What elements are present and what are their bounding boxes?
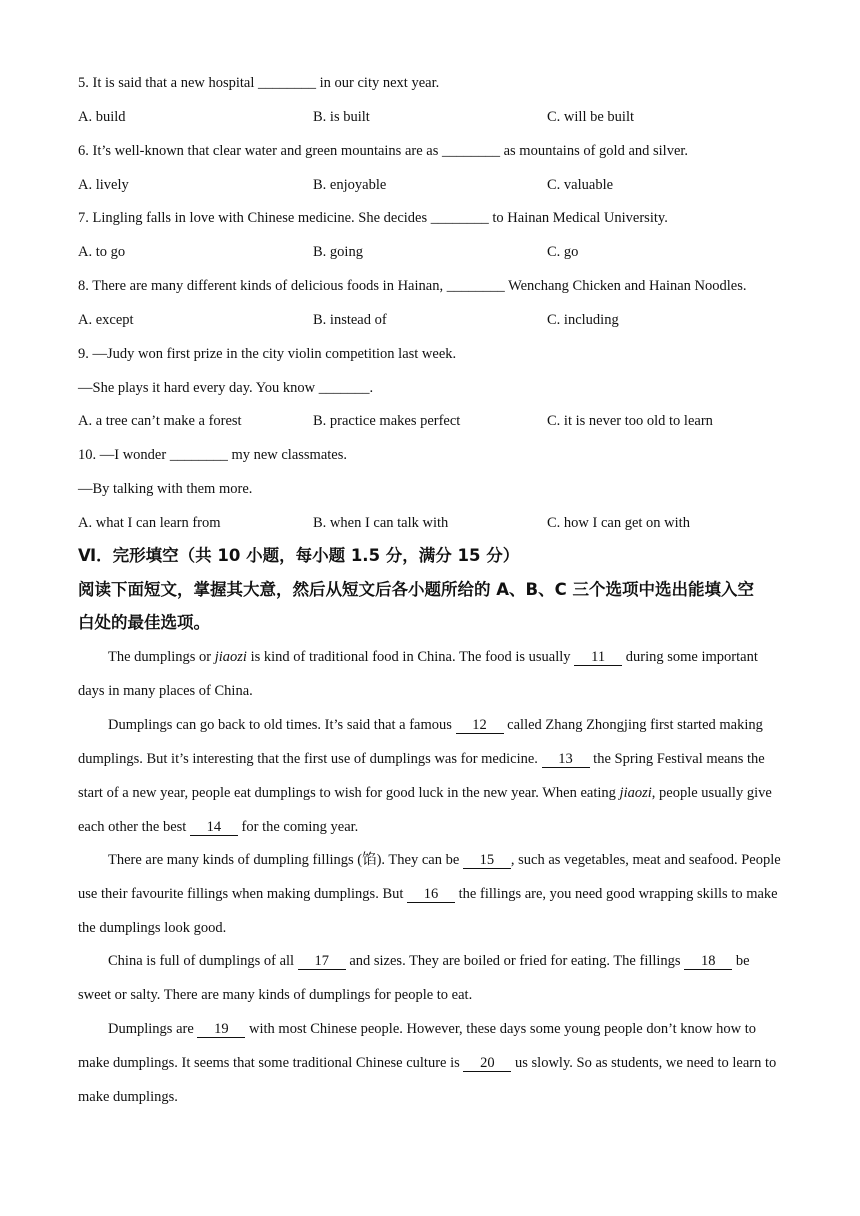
passage-paragraph-1: The dumplings or jiaozi is kind of traditional food in China. The food is usually 11 during some important days in many places of China. <box>78 649 758 699</box>
blank-20: 20 <box>463 1055 511 1072</box>
question-8-stem: 8. There are many different kinds of delicious foods in Hainan, ________ Wenchang Chicken and Hainan Noodles. <box>78 278 747 294</box>
option-b: B. when I can talk with <box>313 515 449 531</box>
option-a: A. what I can learn from <box>78 515 221 531</box>
blank-14: 14 <box>190 819 238 836</box>
option-b: B. going <box>313 244 363 260</box>
italic-term: jiaozi <box>619 784 652 801</box>
option-c: C. will be built <box>547 109 634 125</box>
blank-13: 13 <box>542 751 590 768</box>
blank-17: 17 <box>298 953 346 970</box>
question-5-stem: 5. It is said that a new hospital ________ in our city next year. <box>78 75 440 91</box>
option-a: A. build <box>78 109 126 125</box>
section-instruction-line2: 白处的最佳选项。 <box>78 613 210 632</box>
option-b: B. instead of <box>313 312 387 328</box>
question-10-options <box>78 513 798 533</box>
question-8-options <box>78 310 798 330</box>
option-a: A. a tree can’t make a forest <box>78 413 242 429</box>
question-5-options <box>78 107 798 127</box>
italic-term: jiaozi <box>214 649 247 665</box>
option-b: B. practice makes perfect <box>313 413 461 429</box>
question-9-stem: 9. —Judy won first prize in the city violin competition last week. <box>78 346 457 362</box>
blank-15: 15 <box>463 852 511 869</box>
passage-paragraph-2: Dumplings can go back to old times. It’s said that a famous 12 called Zhang Zhongjing first started making dumplings. But it’s interesting that the first use of dumplings was for medicine. 13 the Spring Festival means the start of a new year, people eat dumplings to wish for good luck in the new year. When eating jiaozi, people usually give each other the best 14 for the coming year. <box>78 717 772 835</box>
passage-paragraph-5: Dumplings are 19 with most Chinese people. However, these days some young people don’t know how to make dumplings. It seems that some traditional Chinese culture is 20 us slowly. So as students, we need to learn to make dumplings. <box>78 1021 777 1105</box>
section-title: Ⅵ．完形填空（共 10 小题，每小题 1.5 分，满分 15 分） <box>78 546 520 565</box>
blank-18: 18 <box>684 953 732 970</box>
option-c: C. how I can get on with <box>547 515 690 531</box>
question-7-stem: 7. Lingling falls in love with Chinese medicine. She decides ________ to Hainan Medical University. <box>78 210 668 226</box>
question-6-options <box>78 175 798 195</box>
blank-19: 19 <box>197 1021 245 1038</box>
question-6-stem: 6. It’s well-known that clear water and green mountains are as ________ as mountains of gold and silver. <box>78 143 689 159</box>
question-9-options <box>78 411 798 431</box>
option-b: B. enjoyable <box>313 177 387 193</box>
blank-11: 11 <box>574 649 622 666</box>
passage-paragraph-3: There are many kinds of dumpling fillings (馅). They can be 15 , such as vegetables, meat and seafood. People use their favourite fillings when making dumplings. But 16 the fillings are, you need good wrapping skills to make the dumplings look good. <box>78 852 781 936</box>
option-c: C. it is never too old to learn <box>547 413 713 429</box>
question-7-options <box>78 242 798 262</box>
question-9-stem-reply: —She plays it hard every day. You know _______. <box>78 380 374 396</box>
passage-paragraph-4: China is full of dumplings of all 17 and sizes. They are boiled or fried for eating. The fillings 18 be sweet or salty. There are many kinds of dumplings for people to eat. <box>78 953 750 1003</box>
option-c: C. valuable <box>547 177 614 193</box>
option-a: A. to go <box>78 244 126 260</box>
option-a: A. except <box>78 312 134 328</box>
option-a: A. lively <box>78 177 129 193</box>
blank-16: 16 <box>407 886 455 903</box>
option-c: C. go <box>547 244 579 260</box>
question-10-stem-reply: —By talking with them more. <box>78 481 253 497</box>
blank-12: 12 <box>456 717 504 734</box>
option-c: C. including <box>547 312 619 328</box>
question-10-stem: 10. —I wonder ________ my new classmates. <box>78 447 348 463</box>
section-instruction-line1: 阅读下面短文，掌握其大意，然后从短文后各小题所给的 A、B、C 三个选项中选出能填入空 <box>78 580 754 599</box>
option-b: B. is built <box>313 109 370 125</box>
